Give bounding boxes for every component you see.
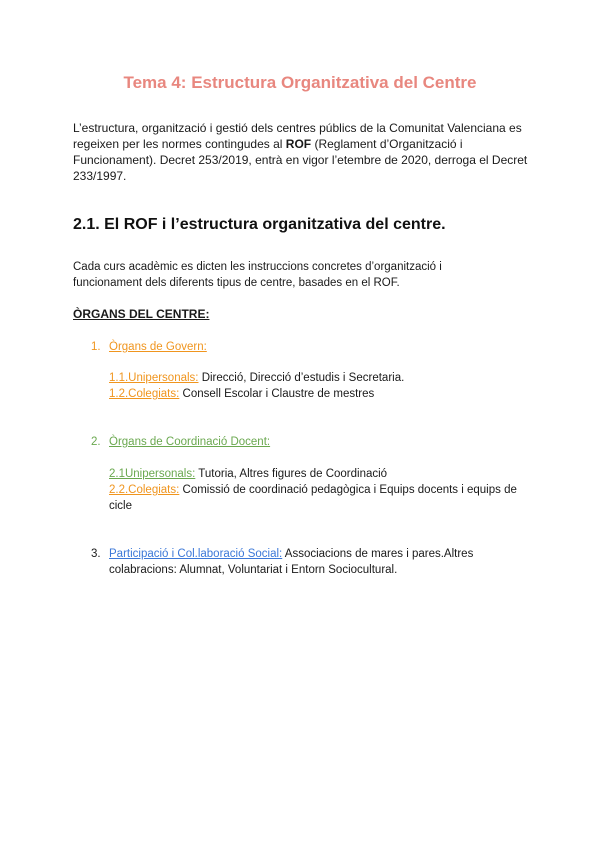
- sublist-item: [109, 482, 529, 514]
- sublist-item: [109, 370, 529, 386]
- list-item-participacio: [91, 546, 521, 578]
- sub-text: Consell Escolar i Claustre de mestres: [179, 388, 375, 400]
- intro-text-start: L’estructura, organització i gestió dels centres públics de la Comunitat Valenciana es regeixen per les normes contingudes al: [73, 121, 522, 151]
- link-unipersonals-coordinacio[interactable]: 2.1Unipersonals:: [109, 468, 196, 480]
- link-organs-govern[interactable]: Òrgans de Govern:: [109, 341, 207, 353]
- link-organs-coordinacio[interactable]: Òrgans de Coordinació Docent:: [109, 436, 271, 448]
- link-participacio[interactable]: Participació i Col.laboració Social:: [109, 548, 283, 560]
- sublist-item: [109, 386, 529, 402]
- item3-body: [109, 546, 521, 578]
- sub-text: Comissió de coordinació pedagògica i Equips docents i equips de cicle: [109, 484, 517, 512]
- list-number: 2.: [91, 436, 101, 448]
- link-colegiats-govern[interactable]: 1.2.Colegiats:: [109, 388, 180, 400]
- document-title: Tema 4: Estructura Organitzativa del Centre: [123, 73, 477, 92]
- link-colegiats-coordinacio[interactable]: 2.2.Colegiats:: [109, 484, 180, 496]
- list-number: 3.: [91, 548, 101, 560]
- organs-heading: ÒRGANS DEL CENTRE:: [73, 307, 210, 321]
- item3-text: Associacions de mares i pares.Altres colabracions: Alumnat, Voluntariat i Entorn Sociocultural.: [109, 548, 474, 576]
- list-number: 1.: [91, 341, 101, 353]
- intro-paragraph: [73, 120, 533, 184]
- section-heading: 2.1. El ROF i l’estructura organitzativa del centre.: [73, 216, 446, 233]
- list-item-coordinacio: [91, 434, 270, 450]
- link-unipersonals-govern[interactable]: 1.1.Unipersonals:: [109, 372, 199, 384]
- sub-text: Direcció, Direcció d’estudis i Secretaria.: [198, 372, 405, 384]
- sublist-item: [109, 466, 529, 482]
- sublist-coordinacio: [109, 466, 529, 514]
- sublist-govern: [109, 370, 529, 402]
- list-item-govern: [91, 339, 207, 355]
- intro-text-end: (Reglament d’Organització i Funcionament). Decret 253/2019, entrà en vigor l’etembre de 2020, derroga el Decret 233/1997.: [73, 137, 528, 183]
- section-paragraph: Cada curs acadèmic es dicten les instruccions concretes d’organització i funcionament dels diferents tipus de centre, basades en el ROF.: [73, 261, 442, 289]
- sub-text: Tutoria, Altres figures de Coordinació: [195, 468, 388, 480]
- intro-bold-rof: ROF: [285, 137, 312, 151]
